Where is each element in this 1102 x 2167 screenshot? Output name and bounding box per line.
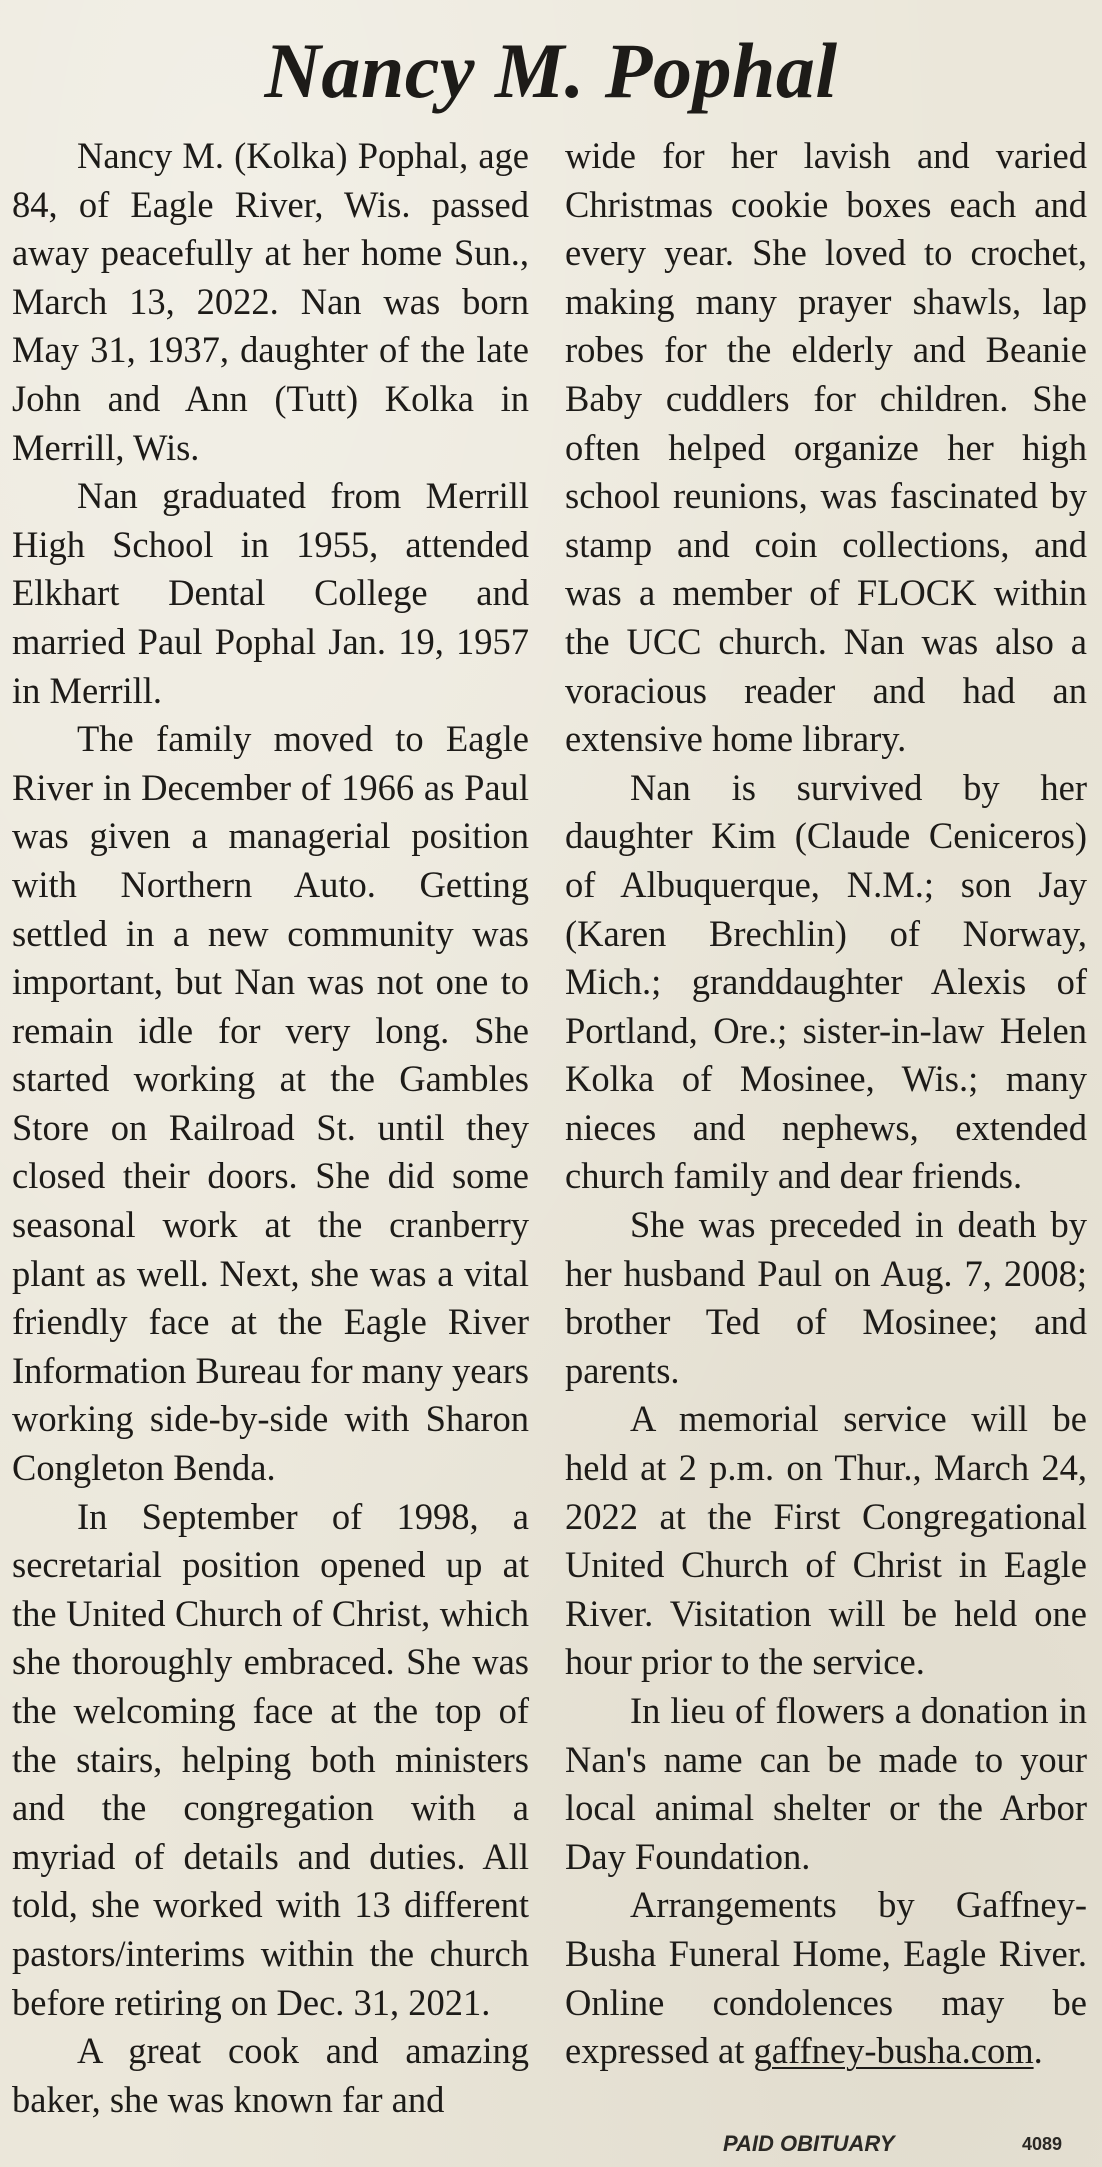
paragraph-intro: Nancy M. (Kolka) Pophal, age 84, of Eagle River, Wis. passed away peacefully at her home Sun., March 13, 2022. Nan was born May 31, 1937, daughter of the late John and Ann (Tutt) Kolka in Merrill, Wis. (12, 135, 529, 468)
website-period: . (1033, 2030, 1043, 2072)
left-column (12, 132, 529, 2124)
funeral-home-website: gaffney-busha.com (753, 2030, 1034, 2072)
paid-obituary-label: PAID OBITUARY (723, 2131, 895, 2156)
paragraph-career: The family moved to Eagle River in December of 1966 as Paul was given a managerial position with Northern Auto. Getting settled in a new community was important, but Nan was not one to remain idle for very long. She started working at the Gambles Store on Railroad St. until they closed their doors. She did some seasonal work at the cranberry plant as well. Next, she was a vital friendly face at the Eagle River Information Bureau for many years working side-by-side with Sharon Congleton Benda. (12, 718, 529, 1489)
paragraph-arrangements (565, 1881, 1087, 2075)
paragraph-church-work: In September of 1998, a secretarial position opened up at the United Church of Christ, which she thoroughly embraced. She was the welcoming face at the top of the stairs, helping both ministers and the congregation with a myriad of details and duties. All told, she worked with 13 different pastors/interims within the church before retiring on Dec. 31, 2021. (12, 1495, 529, 2023)
right-column (565, 132, 1087, 2076)
arrangements-text: Arrangements by Gaffney-Busha Funeral Home, Eagle River. Online condolences may be expressed at (565, 1884, 1087, 2072)
paragraph-preceded: She was preceded in death by her husband Paul on Aug. 7, 2008; brother Ted of Mosinee; and parents. (565, 1204, 1087, 1391)
paragraph-education: Nan graduated from Merrill High School in 1955, attended Elkhart Dental College and married Paul Pophal Jan. 19, 1957 in Merrill. (12, 475, 529, 711)
obituary-title: Nancy M. Pophal (264, 27, 838, 114)
ad-code: 4089 (1022, 2134, 1063, 2154)
paragraph-baker: A great cook and amazing baker, she was known far and (12, 2030, 529, 2120)
paragraph-baker-continued: wide for her lavish and varied Christmas cookie boxes each and every year. She loved to crochet, making many prayer shawls, lap robes for the elderly and Beanie Baby cuddlers for children. She often helped organize her high school reunions, was fascinated by stamp and coin collections, and was a member of FLOCK within the UCC church. Nan was also a voracious reader and had an extensive home library. (565, 135, 1087, 760)
paragraph-memorial-service: A memorial service will be held at 2 p.m. on Thur., March 24, 2022 at the First Congregational United Church of Christ in Eagle River. Visitation will be held one hour prior to the service. (565, 1398, 1087, 1683)
paragraph-donations: In lieu of flowers a donation in Nan's name can be made to your local animal shelter or the Arbor Day Foundation. (565, 1690, 1087, 1877)
paragraph-survivors: Nan is survived by her daughter Kim (Claude Ceniceros) of Albuquerque, N.M.; son Jay (Karen Brechlin) of Norway, Mich.; granddaughter Alexis of Portland, Ore.; sister-in-law Helen Kolka of Mosinee, Wis.; many nieces and nephews, extended church family and dear friends. (565, 766, 1087, 1197)
